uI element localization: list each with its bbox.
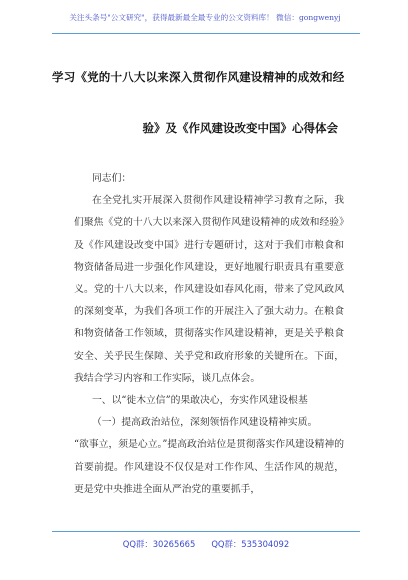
footer (52, 533, 360, 555)
section-heading: 一、以“徙木立信”的果敢决心，夯实作风建设根基 (92, 395, 308, 407)
footer-qq-group-1: QQ群：30265665 (122, 539, 196, 549)
footer-qq-group-2: QQ群：535304092 (211, 539, 290, 549)
header-divider (52, 33, 360, 34)
footer-divider (52, 531, 360, 532)
paragraph-body: “欲事立，须是心立。”提高政治站位是贯彻落实作风建设精神的首要前提。作风建设不仅仅是对工作作风、生活作风的规范，更是党中央推进全面从严治党的重要抓手， (74, 439, 344, 495)
document-title-line-1: 学习《党的十八大以来深入贯彻作风建设精神的成效和经 (52, 70, 345, 84)
header-promo: 关注头条号"公文研究"，获得最新最全最专业的公文资料库！ 微信：gongwenyj (69, 12, 341, 22)
document-body (74, 168, 344, 501)
salutation: 同志们： (92, 173, 132, 184)
document-title-line-2: 验》及《作风建设改变中国》心得体会 (142, 121, 338, 135)
subsection-heading: （一）提高政治站位，深刻领悟作风建设精神实质。 (92, 417, 318, 429)
paragraph-intro: 在全党扎实开展深入贯彻作风建设精神学习教育之际，我们聚焦《党的十八大以来深入贯彻作风建设精神的成效和经验》及《作风建设改变中国》进行专题研讨，这对于我们市粮食和物资储备局进一步强化作风建设，更好地履行职责具有重要意义。党的十八大以来，作风建设如春风化雨，带来了党风政风的深刻变革，为我们各项工作的开展注入了强大动力。在粮食和物资储备工作领域，贯彻落实作风建设精神，更是关乎粮食安全、关乎民生保障、关乎党和政府形象的关键所在。下面，我结合学习内容和工作实际，谈几点体会。 (74, 195, 344, 384)
